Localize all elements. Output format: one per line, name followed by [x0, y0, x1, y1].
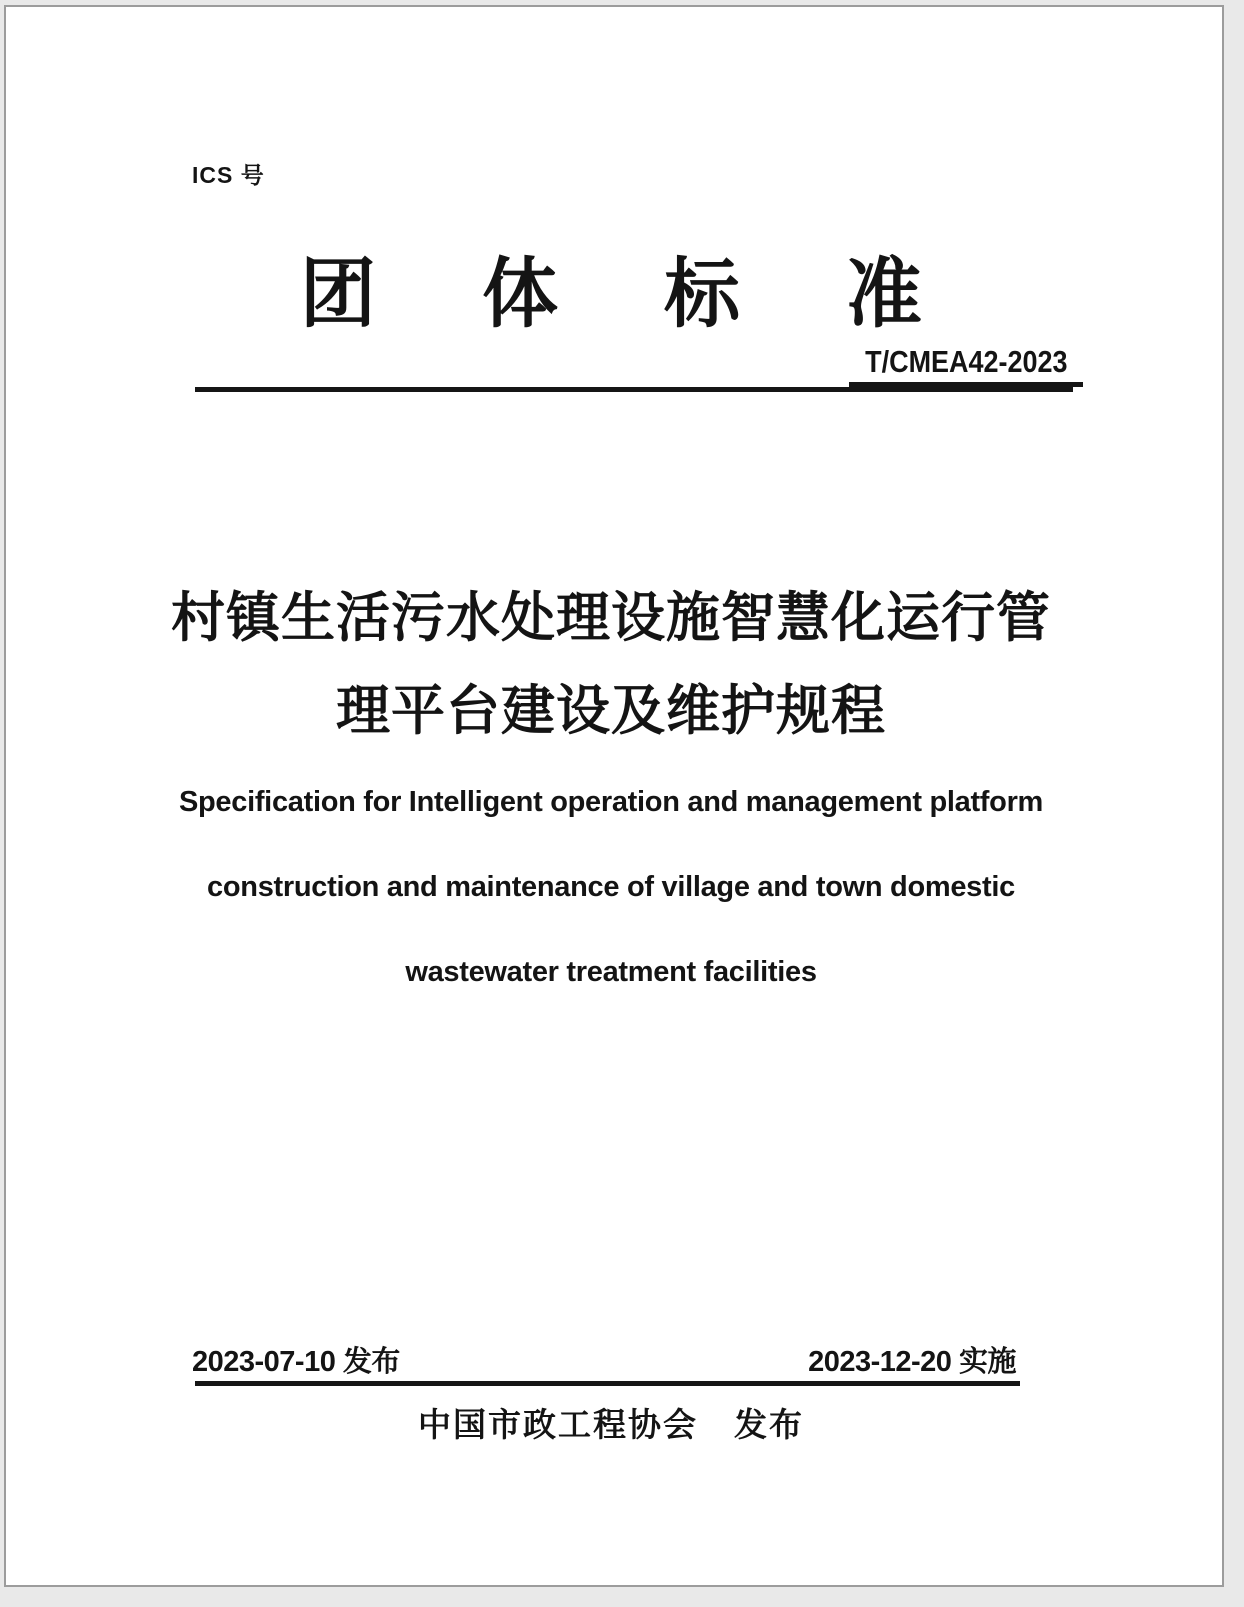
header-rule: [195, 387, 1073, 392]
standard-type-char-4: 准: [846, 252, 922, 337]
dates-row: [192, 1339, 1016, 1380]
implementation-date: 2023-12-20 实施: [808, 1346, 1016, 1378]
standard-type-title: [6, 253, 1216, 337]
standard-type-char-1: 团: [300, 252, 376, 337]
publisher-organization: 中国市政工程协会: [418, 1408, 698, 1444]
english-title-line-2: construction and maintenance of village and town domestic: [207, 871, 1015, 903]
standard-number-text: T/CMEA42-2023: [864, 344, 1068, 379]
ics-number-label: ICS 号: [192, 162, 265, 188]
chinese-title-line-1: 村镇生活污水处理设施智慧化运行管: [171, 588, 1051, 648]
standard-type-char-3: 标: [664, 252, 740, 337]
publisher-action-label: 发布: [734, 1408, 804, 1444]
footer-rule: [195, 1381, 1020, 1386]
standard-type-char-2: 体: [482, 252, 558, 337]
english-title-line-3: wastewater treatment facilities: [405, 956, 817, 988]
issue-date: 2023-07-10 发布: [192, 1346, 400, 1378]
standard-number: [849, 345, 1083, 387]
english-title-line-1: Specification for Intelligent operation and management platform: [178, 786, 1044, 818]
document-page: [4, 5, 1224, 1587]
chinese-title-line-2: 理平台建设及维护规程: [336, 681, 886, 741]
publisher-line: [6, 1399, 1216, 1446]
